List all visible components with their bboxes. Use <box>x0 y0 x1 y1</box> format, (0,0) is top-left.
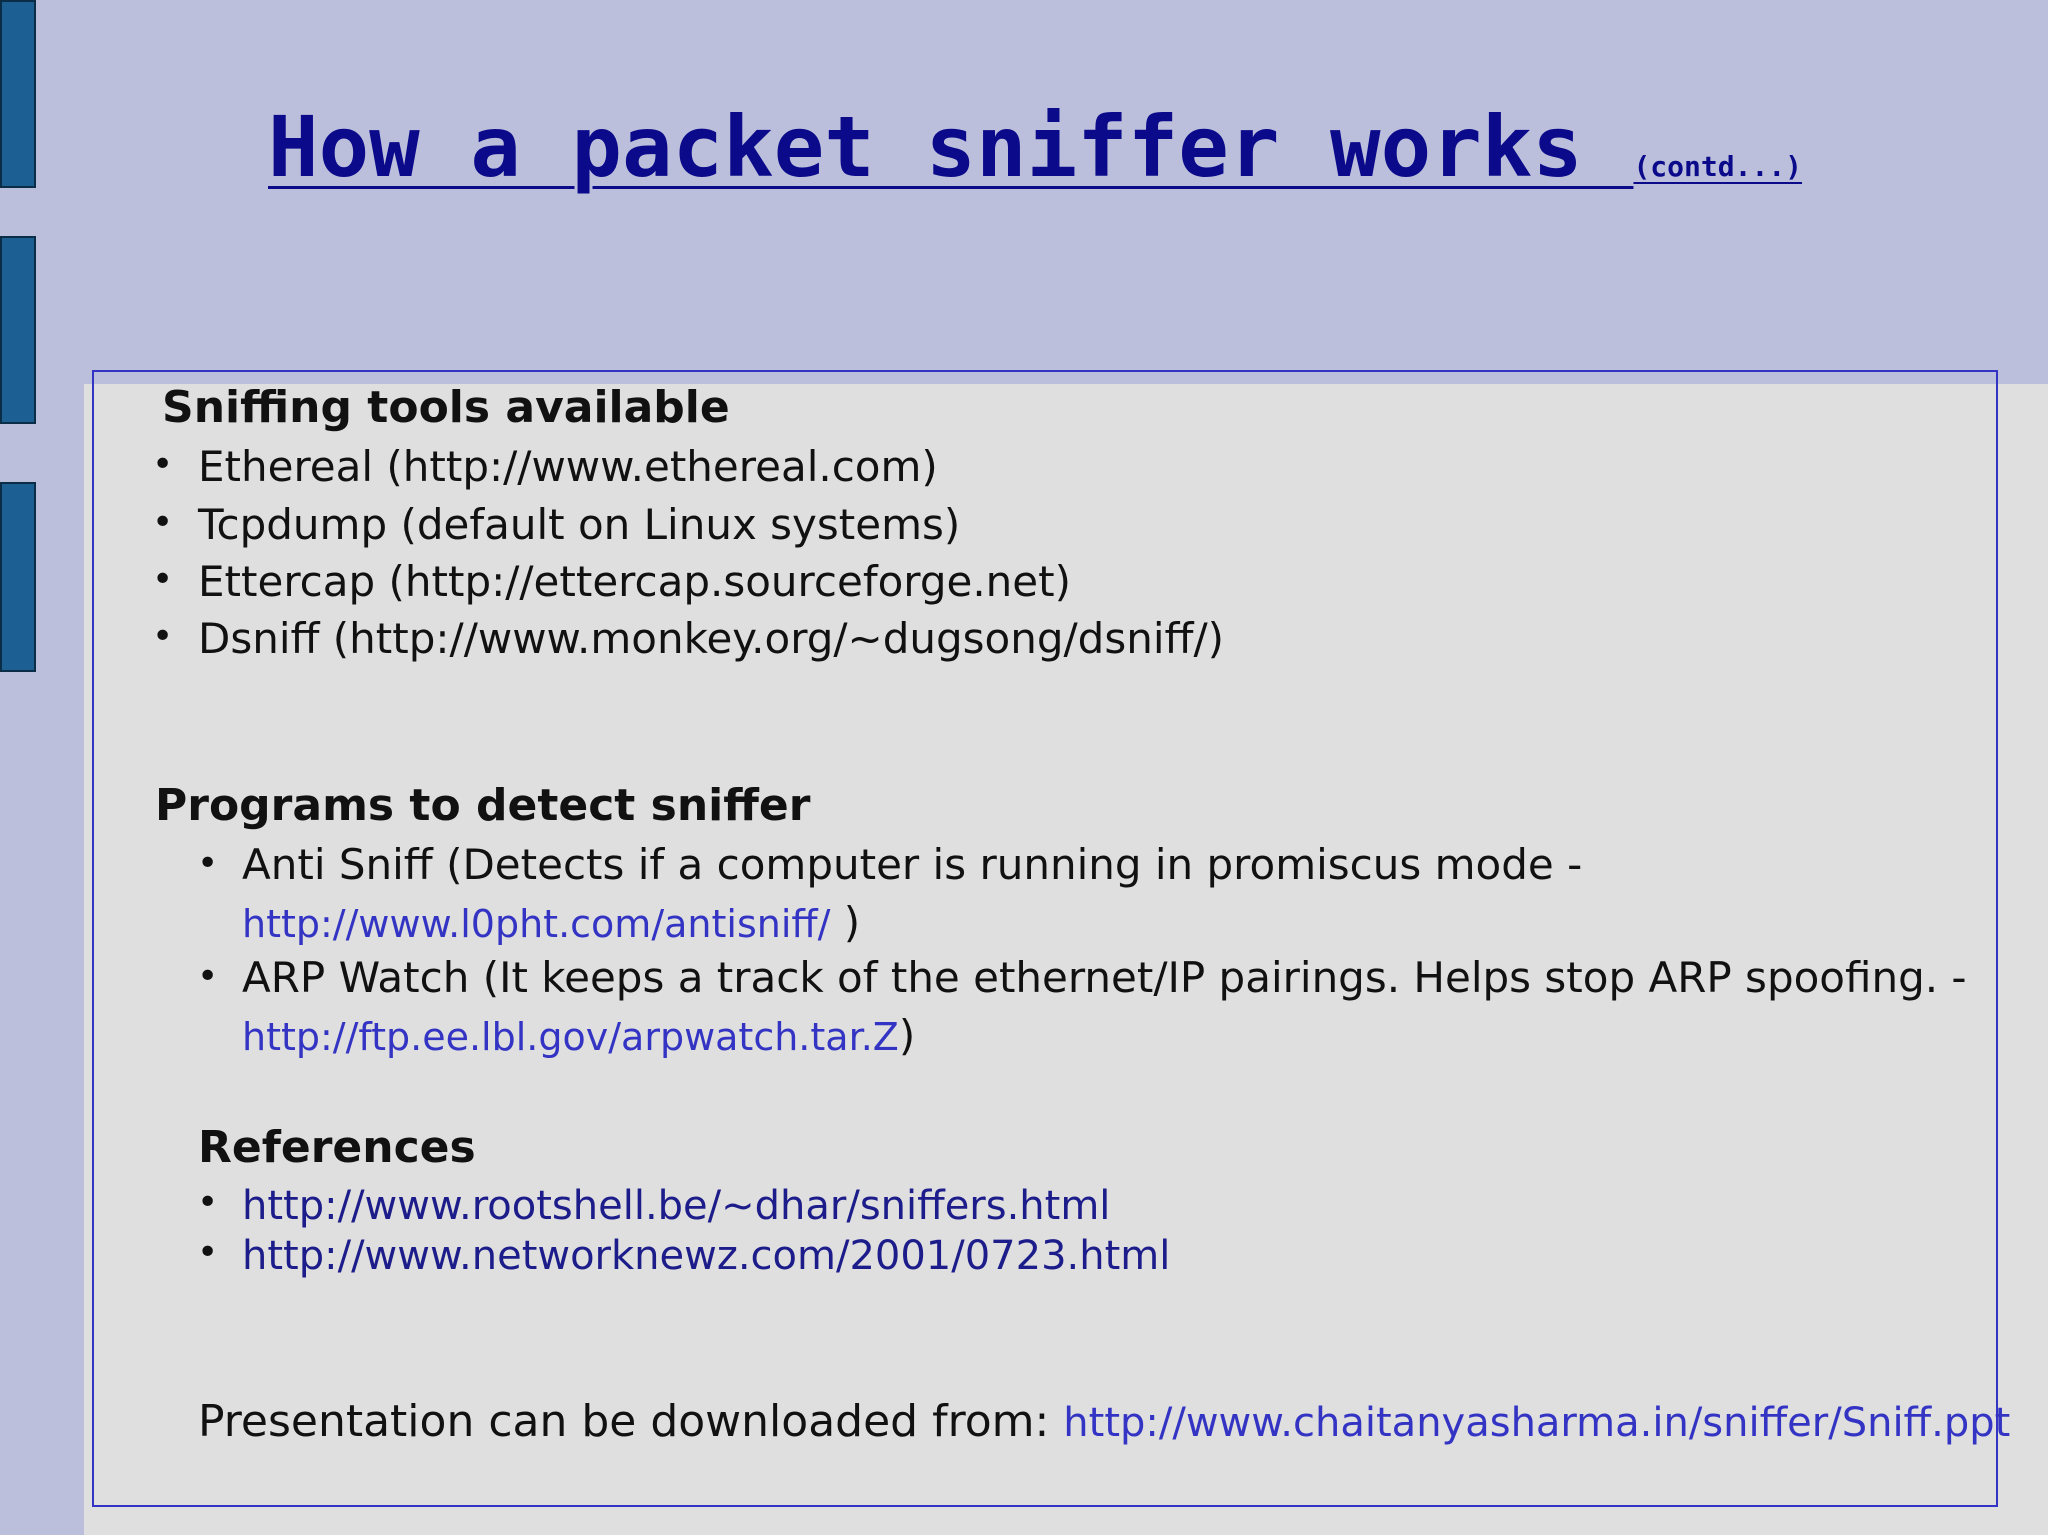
download-label: Presentation can be downloaded from: <box>198 1396 1064 1447</box>
reference-item <box>242 1230 1170 1279</box>
tool-item-ethereal: Ethereal (http://www.ethereal.com) <box>198 442 938 491</box>
bullet-dot: • <box>197 1232 219 1273</box>
slide-title-text: How a packet sniffer works <box>268 98 1634 196</box>
slide-title-suffix: (contd...) <box>1633 150 1803 183</box>
bullet-dot: • <box>152 444 174 485</box>
reference-link-networknewz[interactable]: http://www.networknewz.com/2001/0723.html <box>242 1233 1171 1279</box>
left-decoration-bar <box>0 236 36 424</box>
bullet-dot: • <box>197 1182 219 1223</box>
bullet-dot: • <box>152 559 174 600</box>
tool-item-dsniff: Dsniff (http://www.monkey.org/~dugsong/dsniff/) <box>198 614 1224 663</box>
tools-heading: Sniffing tools available <box>162 382 730 433</box>
bullet-dot: • <box>152 616 174 657</box>
detect-item-antisniff-link-line <box>242 898 860 947</box>
bullet-dot: • <box>197 843 219 884</box>
detect-item-arpwatch: ARP Watch (It keeps a track of the ethernet/IP pairings. Helps stop ARP spoofing. - <box>242 953 1967 1002</box>
tool-item-ettercap: Ettercap (http://ettercap.sourceforge.net) <box>198 557 1071 606</box>
tool-item-tcpdump: Tcpdump (default on Linux systems) <box>198 500 961 549</box>
slide-title <box>268 98 1802 196</box>
arpwatch-link[interactable]: http://ftp.ee.lbl.gov/arpwatch.tar.Z <box>242 1015 899 1059</box>
detect-item-antisniff: Anti Sniff (Detects if a computer is running in promiscus mode - <box>242 840 1583 889</box>
download-note <box>198 1396 2010 1447</box>
references-heading: References <box>198 1122 476 1173</box>
download-link[interactable]: http://www.chaitanyasharma.in/sniffer/Sniff.ppt <box>1063 1400 2011 1446</box>
reference-item <box>242 1180 1110 1229</box>
bullet-dot: • <box>197 956 219 997</box>
arpwatch-close: ) <box>898 1011 916 1060</box>
detect-heading: Programs to detect sniffer <box>155 780 811 831</box>
antisniff-close: ) <box>830 898 861 947</box>
left-decoration-bar <box>0 482 36 672</box>
bullet-dot: • <box>152 502 174 543</box>
reference-link-rootshell[interactable]: http://www.rootshell.be/~dhar/sniffers.html <box>242 1183 1111 1229</box>
antisniff-link[interactable]: http://www.l0pht.com/antisniff/ <box>242 902 831 946</box>
left-decoration-bar <box>0 0 36 188</box>
detect-item-arpwatch-link-line <box>242 1011 915 1060</box>
